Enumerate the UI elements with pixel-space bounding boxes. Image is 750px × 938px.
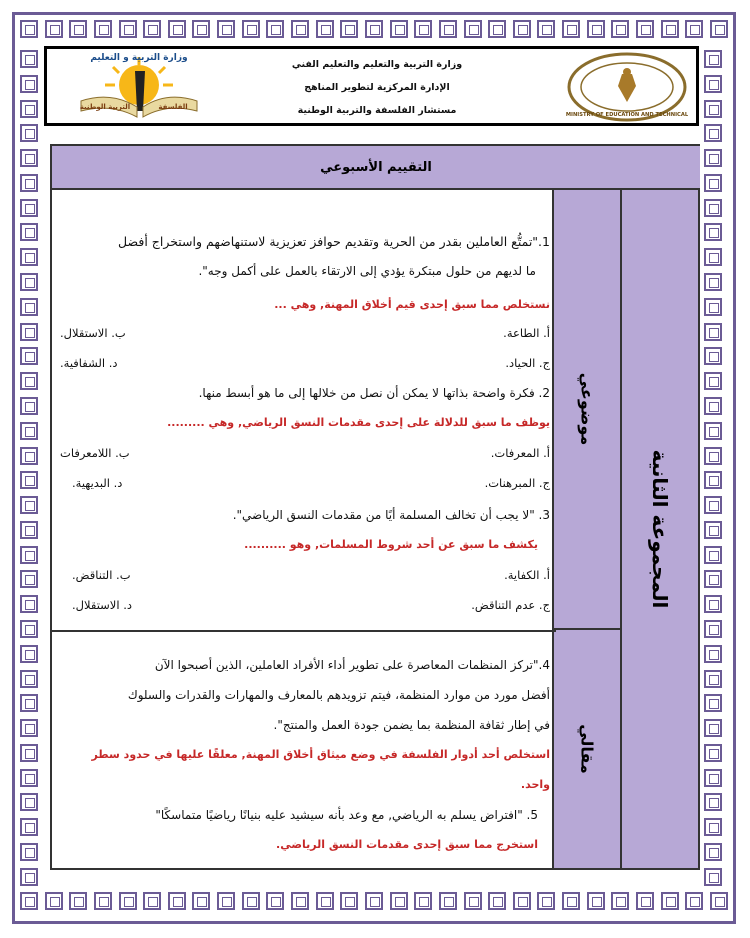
- border-ornament: [291, 20, 309, 38]
- border-ornament: [704, 447, 722, 465]
- border-ornament: [414, 892, 432, 910]
- border-ornament: [704, 397, 722, 415]
- q2-option-c: ج. المبرهنات.: [484, 476, 550, 490]
- border-ornament: [704, 868, 722, 886]
- q1-prompt: نستخلص مما سبق إحدى قيم أخلاق المهنة, وهي ...: [274, 298, 550, 311]
- border-ornament: [20, 447, 38, 465]
- border-ornament: [513, 20, 531, 38]
- border-ornament: [20, 149, 38, 167]
- group-column: [620, 190, 698, 868]
- border-ornament: [587, 20, 605, 38]
- border-ornament: [636, 892, 654, 910]
- border-ornament: [20, 818, 38, 836]
- border-ornament: [266, 892, 284, 910]
- border-ornament: [20, 223, 38, 241]
- border-ornament: [291, 892, 309, 910]
- border-ornament: [45, 892, 63, 910]
- border-ornament: [587, 892, 605, 910]
- border-ornament: [242, 20, 260, 38]
- border-ornament: [94, 892, 112, 910]
- q1-line-1: 1."تمتُّع العاملين بقدر من الحرية وتقديم حوافز تعزيزية لاستنهاضهم واستخراج أفضل: [118, 234, 550, 249]
- border-ornament: [316, 20, 334, 38]
- border-ornament: [20, 75, 38, 93]
- border-ornament: [704, 100, 722, 118]
- border-ornament: [704, 199, 722, 217]
- border-ornament: [537, 20, 555, 38]
- q2-option-a: أ. المعرفات.: [490, 446, 550, 460]
- border-ornament: [192, 892, 210, 910]
- logo-book-right-text: الفلسفة: [158, 103, 188, 111]
- border-ornament: [20, 546, 38, 564]
- border-pattern-left: [17, 47, 47, 889]
- border-ornament: [119, 892, 137, 910]
- border-ornament: [20, 471, 38, 489]
- logo-book-left-text: التربية الوطنية: [79, 103, 131, 111]
- border-ornament: [704, 744, 722, 762]
- q1-option-a: أ. الطاعة.: [503, 326, 550, 340]
- border-ornament: [488, 892, 506, 910]
- q5-prompt: استخرج مما سبق إحدى مقدمات النسق الرياضي.: [276, 838, 538, 851]
- border-ornament: [704, 75, 722, 93]
- border-ornament: [704, 570, 722, 588]
- essay-label: مقالي: [577, 724, 597, 774]
- border-ornament: [69, 892, 87, 910]
- objective-questions: [60, 190, 550, 628]
- border-ornament: [414, 20, 432, 38]
- border-ornament: [704, 323, 722, 341]
- q2-prompt: يوظف ما سبق للدلالة على إحدى مقدمات النسق الرياضي, وهي .........: [167, 416, 550, 429]
- border-ornament: [20, 20, 38, 38]
- ministry-name: وزارة التربية والتعليم والتعليم الفني: [291, 59, 463, 70]
- border-ornament: [119, 20, 137, 38]
- essay-questions: [60, 632, 550, 868]
- border-ornament: [704, 595, 722, 613]
- border-ornament: [704, 124, 722, 142]
- border-ornament: [20, 323, 38, 341]
- border-ornament: [704, 372, 722, 390]
- border-ornament: [704, 248, 722, 266]
- border-ornament: [20, 372, 38, 390]
- border-ornament: [143, 20, 161, 38]
- q4-line-2: أفضل مورد من موارد المنظمة، فيتم تزويدهم بالمعارف والمهارات والقدرات والسلوك: [127, 688, 550, 702]
- border-ornament: [20, 298, 38, 316]
- border-ornament: [704, 546, 722, 564]
- q1-option-c: ج. الحياد.: [505, 356, 550, 370]
- border-ornament: [20, 248, 38, 266]
- border-ornament: [704, 793, 722, 811]
- border-ornament: [710, 20, 728, 38]
- q3-option-b: ب. التناقض.: [72, 568, 131, 582]
- q2-line: 2. فكرة واضحة بذاتها لا يمكن أن نصل من خلالها إلى ما هو أبسط منها.: [198, 386, 550, 400]
- border-ornament: [704, 719, 722, 737]
- logo-top-text: وزارة التربية و التعليم: [90, 53, 188, 63]
- border-ornament: [704, 223, 722, 241]
- border-ornament: [217, 20, 235, 38]
- border-ornament: [266, 20, 284, 38]
- border-ornament: [20, 347, 38, 365]
- border-ornament: [562, 892, 580, 910]
- border-ornament: [20, 793, 38, 811]
- border-ornament: [704, 769, 722, 787]
- border-ornament: [488, 20, 506, 38]
- border-ornament: [20, 670, 38, 688]
- border-ornament: [704, 694, 722, 712]
- consultant-name: مستشار الفلسفة والتربية الوطنية: [297, 105, 457, 116]
- border-ornament: [20, 892, 38, 910]
- philosophy-logo: [61, 51, 211, 123]
- border-ornament: [20, 719, 38, 737]
- border-ornament: [704, 471, 722, 489]
- border-ornament: [562, 20, 580, 38]
- q3-option-a: أ. الكفاية.: [504, 568, 550, 582]
- border-ornament: [20, 422, 38, 440]
- border-ornament: [704, 818, 722, 836]
- border-ornament: [704, 422, 722, 440]
- border-ornament: [704, 273, 722, 291]
- border-ornament: [192, 20, 210, 38]
- border-ornament: [20, 496, 38, 514]
- border-ornament: [704, 620, 722, 638]
- border-ornament: [439, 20, 457, 38]
- border-ornament: [316, 892, 334, 910]
- border-ornament: [661, 20, 679, 38]
- border-ornament: [20, 124, 38, 142]
- border-ornament: [143, 892, 161, 910]
- border-ornament: [45, 20, 63, 38]
- border-ornament: [20, 50, 38, 68]
- border-ornament: [20, 199, 38, 217]
- q1-line-2: ما لديهم من حلول مبتكرة يؤدي إلى الارتقاء بالعمل على أكمل وجه".: [198, 264, 536, 278]
- q4-line-1: 4."تركز المنظمات المعاصرة على تطوير أداء الأفراد العاملين، الذين أصبحوا الآن: [154, 658, 550, 672]
- border-ornament: [611, 20, 629, 38]
- border-ornament: [704, 670, 722, 688]
- border-ornament: [464, 892, 482, 910]
- border-ornament: [636, 20, 654, 38]
- border-ornament: [439, 892, 457, 910]
- border-ornament: [20, 273, 38, 291]
- border-ornament: [704, 50, 722, 68]
- q5-line: 5. "افتراض يسلم به الرياضي, مع وعد بأنه سيشيد عليه بنيانًا رياضيًا متماسكًا": [155, 808, 538, 822]
- essay-type-cell: [552, 630, 620, 868]
- border-ornament: [704, 521, 722, 539]
- border-ornament: [513, 892, 531, 910]
- objective-type-cell: [552, 190, 620, 630]
- border-ornament: [704, 347, 722, 365]
- q3-prompt: يكشف ما سبق عن أحد شروط المسلمات, وهو ..........: [244, 538, 538, 551]
- q1-option-d: د. الشفافية.: [60, 356, 118, 370]
- border-pattern-bottom: [15, 889, 733, 919]
- q2-option-d: د. البديهية.: [72, 476, 123, 490]
- border-ornament: [685, 20, 703, 38]
- border-ornament: [20, 694, 38, 712]
- border-ornament: [20, 868, 38, 886]
- border-ornament: [704, 496, 722, 514]
- border-ornament: [20, 843, 38, 861]
- q3-line: 3. "لا يجب أن تخالف المسلمة أيًا من مقدمات النسق الرياضي".: [232, 508, 550, 522]
- border-ornament: [168, 20, 186, 38]
- border-pattern-top: [15, 17, 733, 47]
- border-ornament: [704, 645, 722, 663]
- q3-option-d: د. الاستقلال.: [72, 598, 132, 612]
- border-ornament: [365, 892, 383, 910]
- q1-option-b: ب. الاستقلال.: [60, 326, 126, 340]
- border-ornament: [704, 174, 722, 192]
- q4-line-3: في إطار ثقافة المنظمة بما يضمن جودة العمل والمنتج".: [273, 718, 550, 732]
- document-header: [44, 46, 699, 126]
- q3-option-c: ج. عدم التناقض.: [471, 598, 550, 612]
- border-ornament: [20, 570, 38, 588]
- border-pattern-right: [701, 47, 731, 889]
- border-ornament: [242, 892, 260, 910]
- border-ornament: [390, 20, 408, 38]
- border-ornament: [20, 174, 38, 192]
- border-ornament: [390, 892, 408, 910]
- border-ornament: [20, 645, 38, 663]
- border-ornament: [340, 20, 358, 38]
- border-ornament: [69, 20, 87, 38]
- border-ornament: [464, 20, 482, 38]
- border-ornament: [20, 397, 38, 415]
- border-ornament: [685, 892, 703, 910]
- border-ornament: [20, 769, 38, 787]
- border-ornament: [94, 20, 112, 38]
- border-ornament: [168, 892, 186, 910]
- border-ornament: [20, 595, 38, 613]
- assessment-table: [50, 144, 700, 870]
- group-label: المجموعة الثانية: [648, 449, 672, 609]
- border-ornament: [537, 892, 555, 910]
- border-ornament: [20, 521, 38, 539]
- table-title: التقييم الأسبوعي: [52, 146, 700, 190]
- border-ornament: [217, 892, 235, 910]
- q4-prompt-2: واحد.: [520, 778, 550, 791]
- ministry-seal-logo: [566, 52, 688, 122]
- border-ornament: [710, 892, 728, 910]
- border-ornament: [340, 892, 358, 910]
- border-ornament: [20, 620, 38, 638]
- objective-label: موضوعي: [577, 372, 597, 446]
- border-ornament: [20, 744, 38, 762]
- border-ornament: [365, 20, 383, 38]
- border-ornament: [704, 149, 722, 167]
- border-ornament: [704, 843, 722, 861]
- q2-option-b: ب. اللامعرفات: [60, 446, 130, 460]
- q4-prompt-1: استخلص أحد أدوار الفلسفة في وضع ميثاق أخلاق المهنة, معلقًا عليها في حدود سطر: [91, 748, 550, 761]
- department-name: الإدارة المركزية لتطوير المناهج: [304, 82, 450, 93]
- border-ornament: [661, 892, 679, 910]
- seal-ring-text: MINISTRY OF EDUCATION AND TECHNICAL: [566, 112, 688, 118]
- border-ornament: [704, 298, 722, 316]
- border-ornament: [611, 892, 629, 910]
- border-ornament: [20, 100, 38, 118]
